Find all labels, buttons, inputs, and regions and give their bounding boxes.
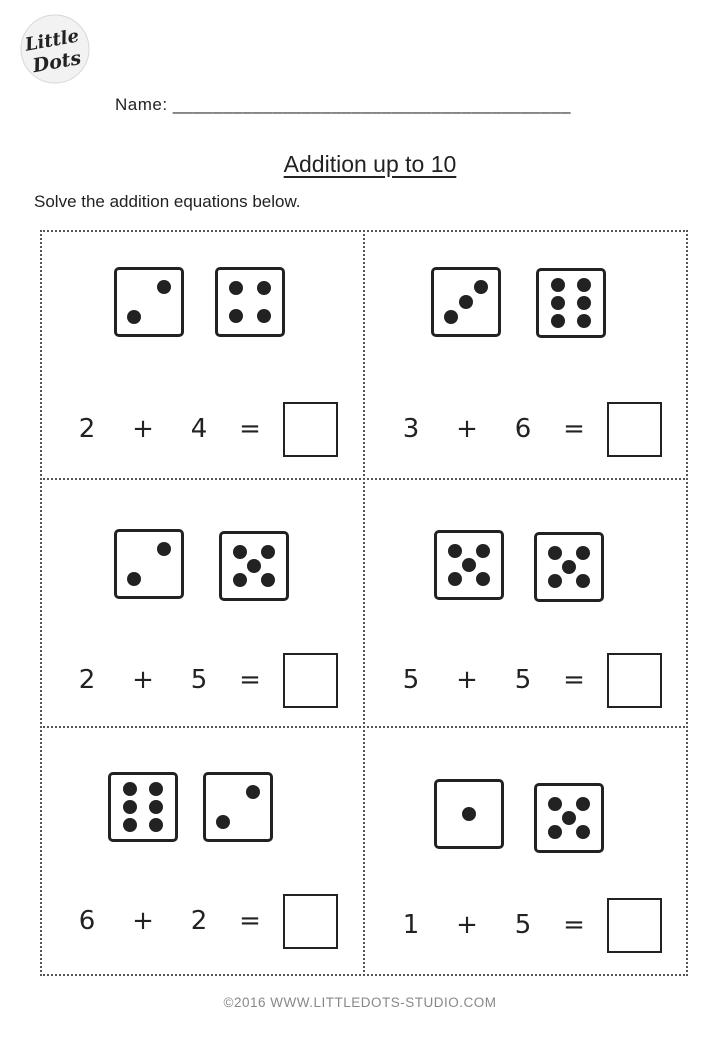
die-pip <box>548 797 562 811</box>
die-pip <box>123 782 137 796</box>
die-icon <box>434 530 504 600</box>
die-pip <box>157 542 171 556</box>
die-icon <box>108 772 178 842</box>
addend-a: 3 <box>402 414 420 444</box>
answer-box[interactable] <box>283 894 338 949</box>
die-pip <box>157 280 171 294</box>
die-pip <box>247 559 261 573</box>
die-pip <box>562 560 576 574</box>
die-pip <box>459 295 473 309</box>
die-icon <box>203 772 273 842</box>
die-pip <box>216 815 230 829</box>
die-pip <box>127 572 141 586</box>
die-pip <box>261 545 275 559</box>
die-pip <box>149 818 163 832</box>
die-pip <box>123 818 137 832</box>
addend-a: 6 <box>78 906 96 936</box>
plus-sign: + <box>456 665 478 695</box>
copyright-footer: ©2016 WWW.LITTLEDOTS-STUDIO.COM <box>223 995 497 1010</box>
die-pip <box>577 296 591 310</box>
answer-box[interactable] <box>283 653 338 708</box>
addend-a: 2 <box>78 414 96 444</box>
die-pip <box>576 797 590 811</box>
addend-b: 4 <box>190 414 208 444</box>
die-pip <box>123 800 137 814</box>
die-pip <box>474 280 488 294</box>
die-pip <box>233 545 247 559</box>
problem-cell <box>40 230 364 478</box>
plus-sign: + <box>132 906 154 936</box>
addend-a: 1 <box>402 910 420 940</box>
die-pip <box>551 278 565 292</box>
die-pip <box>229 281 243 295</box>
problem-cell <box>40 478 364 726</box>
die-icon <box>219 531 289 601</box>
addend-b: 5 <box>190 665 208 695</box>
worksheet-title: Addition up to 10 <box>283 151 457 177</box>
die-pip <box>261 573 275 587</box>
problem-grid <box>40 230 688 976</box>
addend-b: 5 <box>514 910 532 940</box>
name-label: Name: <box>115 95 168 114</box>
problem-cell <box>364 478 688 726</box>
die-pip <box>577 314 591 328</box>
die-pip <box>127 310 141 324</box>
svg-text:Little: Little <box>23 25 81 56</box>
addend-b: 5 <box>514 665 532 695</box>
die-pip <box>576 825 590 839</box>
die-pip <box>448 572 462 586</box>
answer-box[interactable] <box>283 402 338 457</box>
die-pip <box>462 807 476 821</box>
die-pip <box>548 574 562 588</box>
plus-sign: + <box>132 414 154 444</box>
die-pip <box>246 785 260 799</box>
die-pip <box>551 296 565 310</box>
addend-a: 2 <box>78 665 96 695</box>
problem-cell <box>40 726 364 974</box>
name-blank[interactable]: ________________________________________ <box>172 95 571 114</box>
plus-sign: + <box>456 414 478 444</box>
die-pip <box>149 782 163 796</box>
addend-a: 5 <box>402 665 420 695</box>
die-pip <box>448 544 462 558</box>
die-pip <box>233 573 247 587</box>
problem-cell <box>364 726 688 974</box>
die-pip <box>229 309 243 323</box>
die-icon <box>215 267 285 337</box>
name-field[interactable] <box>115 95 571 115</box>
die-pip <box>576 574 590 588</box>
die-icon <box>434 779 504 849</box>
answer-box[interactable] <box>607 898 662 953</box>
die-pip <box>576 546 590 560</box>
equals-sign: = <box>239 906 261 936</box>
die-pip <box>149 800 163 814</box>
die-pip <box>476 572 490 586</box>
equals-sign: = <box>563 665 585 695</box>
die-icon <box>114 529 184 599</box>
die-pip <box>444 310 458 324</box>
addend-b: 2 <box>190 906 208 936</box>
die-icon <box>534 532 604 602</box>
addend-b: 6 <box>514 414 532 444</box>
instructions: Solve the addition equations below. <box>34 192 301 211</box>
equals-sign: = <box>563 910 585 940</box>
little-dots-logo <box>18 14 92 84</box>
problem-cell <box>364 230 688 478</box>
die-pip <box>462 558 476 572</box>
die-icon <box>536 268 606 338</box>
die-pip <box>476 544 490 558</box>
die-pip <box>577 278 591 292</box>
answer-box[interactable] <box>607 402 662 457</box>
die-pip <box>257 281 271 295</box>
die-pip <box>562 811 576 825</box>
die-icon <box>431 267 501 337</box>
plus-sign: + <box>456 910 478 940</box>
answer-box[interactable] <box>607 653 662 708</box>
equals-sign: = <box>239 414 261 444</box>
plus-sign: + <box>132 665 154 695</box>
die-pip <box>548 546 562 560</box>
die-icon <box>534 783 604 853</box>
svg-text:Dots: Dots <box>31 47 83 78</box>
die-icon <box>114 267 184 337</box>
die-pip <box>551 314 565 328</box>
die-pip <box>257 309 271 323</box>
equals-sign: = <box>563 414 585 444</box>
equals-sign: = <box>239 665 261 695</box>
die-pip <box>548 825 562 839</box>
